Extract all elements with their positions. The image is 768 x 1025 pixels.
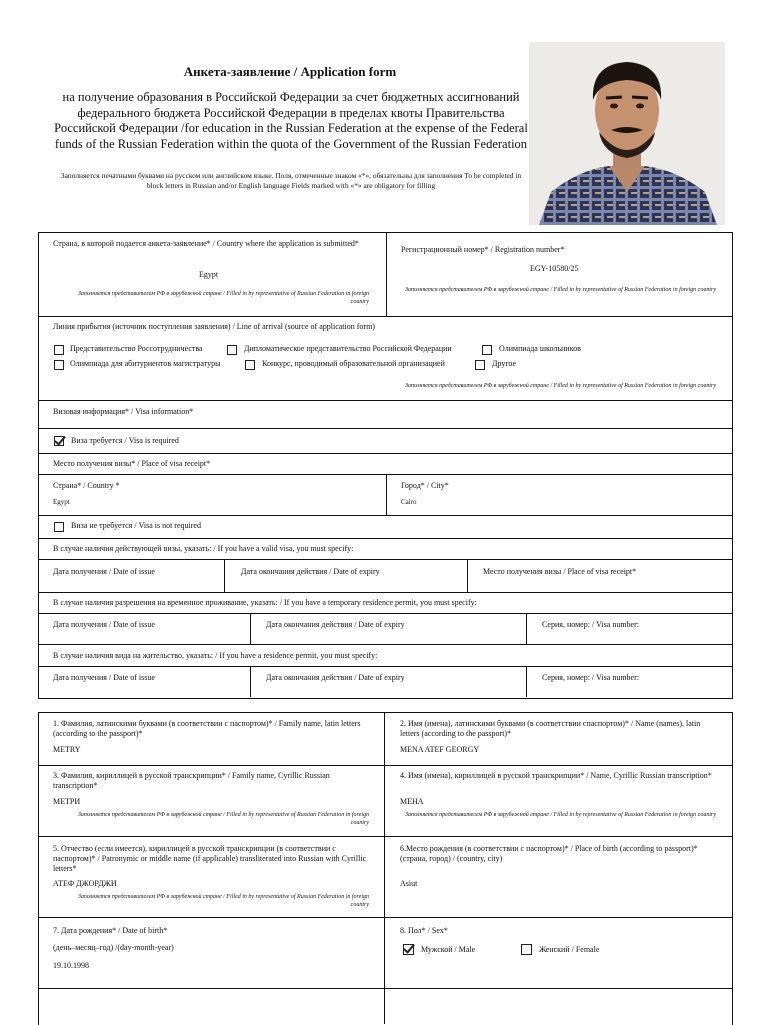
sex-male-label: Мужской / Male — [421, 945, 476, 954]
visa-place-label: Место получения визы* / Place of visa receipt* — [53, 459, 211, 468]
arrival-option-checkbox[interactable] — [245, 360, 255, 370]
arrival-option-label: Дипломатическое представительство Российской Федерации — [244, 344, 452, 353]
form-instructions: Заполняется печатными буквами на русском или английском языке. Поля, отмеченные знаком «*», обязательны для заполнения To be completed in block letters in Russian and/or English language Fields marked with «*» are obligatory for filling — [60, 171, 522, 190]
temp-date-issue-field[interactable]: Дата получения / Date of issue — [53, 620, 155, 629]
place-of-birth-value[interactable]: Asiut — [400, 879, 418, 888]
valid-visa-label: В случае наличия действующей визы, указать: / If you have a valid visa, you must specify: — [53, 544, 354, 553]
arrival-option-label: Олимпиада для абитуриентов магистратуры — [70, 359, 221, 368]
visa-country-label: Страна* / Country * — [53, 481, 120, 490]
name-cyrillic-label: 4. Имя (имена), кириллицей в русской транскрипции* / Name, Cyrillic Russian transcription* — [400, 771, 712, 780]
visa-required-label: Виза требуется / Visa is required — [71, 436, 179, 445]
visa-not-required-checkbox[interactable] — [54, 522, 64, 532]
applicant-photo — [529, 42, 725, 225]
registration-number-value[interactable]: EGY-10580/25 — [530, 264, 579, 273]
date-format-hint: (день–месяц–год) /(day-month-year) — [53, 943, 174, 952]
arrival-line-label: Линия прибытия (источник поступления заявления) / Line of arrival (source of application form) — [53, 322, 375, 331]
arrival-option-label: Олимпиада школьников — [499, 344, 581, 353]
place-of-birth-label: 6.Место рождения (в соответствии с паспортом)* / Place of birth (according to passport)* (страна, город) / (country, city) — [400, 844, 698, 863]
temp-date-expiry-field[interactable]: Дата окончания действия / Date of expiry — [266, 620, 405, 629]
visa-date-expiry-field[interactable]: Дата окончания действия / Date of expiry — [241, 567, 380, 576]
sex-label: 8. Пол* / Sex* — [400, 926, 448, 935]
visa-info-label: Визовая информация* / Visa information* — [53, 407, 194, 416]
patronymic-value[interactable]: АТЕФ ДЖОРДЖИ — [53, 879, 117, 888]
rep-note: Заполняется представителем РФ в зарубежной стране / Filled in by representative of Russian Federation in foreign country — [405, 812, 716, 818]
temp-series-number-field[interactable]: Серия, номер: / Visa number: — [542, 620, 639, 629]
rep-note: Заполняется представителем РФ в зарубежной стране / Filled in by representative of Russian Federation in foreign country — [77, 894, 369, 908]
patronymic-label: 5. Отчество (если имеется), кириллицей в русской транскрипции (в соответствии с паспортом)* / Patronymic or middle name (if applicable) transliterated into Russian with Cyrillic letters* — [53, 844, 367, 873]
rep-note: Заполняется представителем РФ в зарубежной стране / Filled in by representative of Russian Federation in foreign country — [405, 287, 716, 293]
registration-number-label: Регистрационный номер* / Registration number* — [401, 245, 565, 254]
country-submitted-label: Страна, в которой подается анкета-заявление* / Country where the application is submitted* — [53, 239, 359, 248]
form-title: Анкета-заявление / Application form — [183, 64, 397, 79]
rep-note: Заполняется представителем РФ в зарубежной стране / Filled in by representative of Russian Federation in foreign country — [405, 383, 716, 389]
family-name-cyrillic-label: 3. Фамилия, кириллицей в русской транскрипции* / Family name, Cyrillic Russian transcription* — [53, 771, 330, 790]
visa-country-value[interactable]: Egypt — [53, 498, 70, 506]
residence-permit-label: В случае наличия вида на жительство, указать: / If you have a residence permit, you must specify: — [53, 651, 378, 660]
arrival-option-checkbox[interactable] — [227, 345, 237, 355]
visa-not-required-label: Виза не требуется / Visa is not required — [71, 521, 201, 530]
family-name-latin-label: 1. Фамилия, латинскими буквами (в соответствии с паспортом)* / Family name, latin letters (according to the passport)* — [53, 719, 361, 738]
residence-date-issue-field[interactable]: Дата получения / Date of issue — [53, 673, 155, 682]
family-name-cyrillic-value[interactable]: МЕТРИ — [53, 797, 81, 806]
visa-city-value[interactable]: Cairo — [401, 498, 417, 506]
residence-date-expiry-field[interactable]: Дата окончания действия / Date of expiry — [266, 673, 405, 682]
arrival-option-label: Представительство Россотрудничества — [70, 344, 203, 353]
sex-female-label: Женский / Female — [539, 945, 600, 954]
arrival-option-checkbox[interactable] — [482, 345, 492, 355]
arrival-option-checkbox[interactable] — [54, 360, 64, 370]
visa-city-label: Город* / City* — [401, 481, 449, 490]
residence-series-number-field[interactable]: Серия, номер: / Visa number: — [542, 673, 639, 682]
rep-note: Заполняется представителем РФ в зарубежной стране / Filled in by representative of Russian Federation in foreign country — [77, 812, 369, 826]
sex-male-checkbox[interactable] — [403, 944, 414, 955]
sex-female-checkbox[interactable] — [521, 944, 532, 955]
name-latin-value[interactable]: MENA ATEF GEORGY — [400, 745, 480, 754]
date-of-birth-label: 7. Дата рождения* / Date of birth* — [53, 926, 168, 935]
temp-residence-label: В случае наличия разрешения на временное проживание, указать: / If you have a temporary residence permit, you must specify: — [53, 598, 477, 607]
visa-date-issue-field[interactable]: Дата получения / Date of issue — [53, 567, 155, 576]
family-name-latin-value[interactable]: METRY — [53, 745, 81, 754]
country-submitted-value[interactable]: Egypt — [199, 270, 219, 279]
name-cyrillic-value[interactable]: МЕНА — [400, 797, 424, 806]
arrival-option-checkbox[interactable] — [54, 345, 64, 355]
arrival-option-checkbox[interactable] — [475, 360, 485, 370]
rep-note: Заполняется представителем РФ в зарубежной стране / Filled in by representative of Russian Federation in foreign country — [77, 291, 369, 305]
visa-place-receipt-field[interactable]: Место получения визы / Place of visa receipt* — [483, 567, 637, 576]
name-latin-label: 2. Имя (имена), латинскими буквами (в соответствии спаспортом)* / Name (names), latin letters (according to the passport)* — [400, 719, 701, 738]
arrival-option-label: Другое — [492, 359, 517, 368]
form-subtitle: на получение образования в Российской Федерации за счет бюджетных ассигнований федерального бюджета Российской Федерации в пределах квоты Правительства Российской Федерации /for education in the Russian Federation at the expense of the Federal funds of the Russian Federation within the quota of the Government of the Russian Federation — [54, 90, 528, 151]
visa-required-checkbox[interactable] — [54, 436, 64, 446]
arrival-option-label: Конкурс, проводимый образовательной организацией — [262, 359, 445, 368]
date-of-birth-value[interactable]: 19.10.1998 — [53, 961, 89, 970]
